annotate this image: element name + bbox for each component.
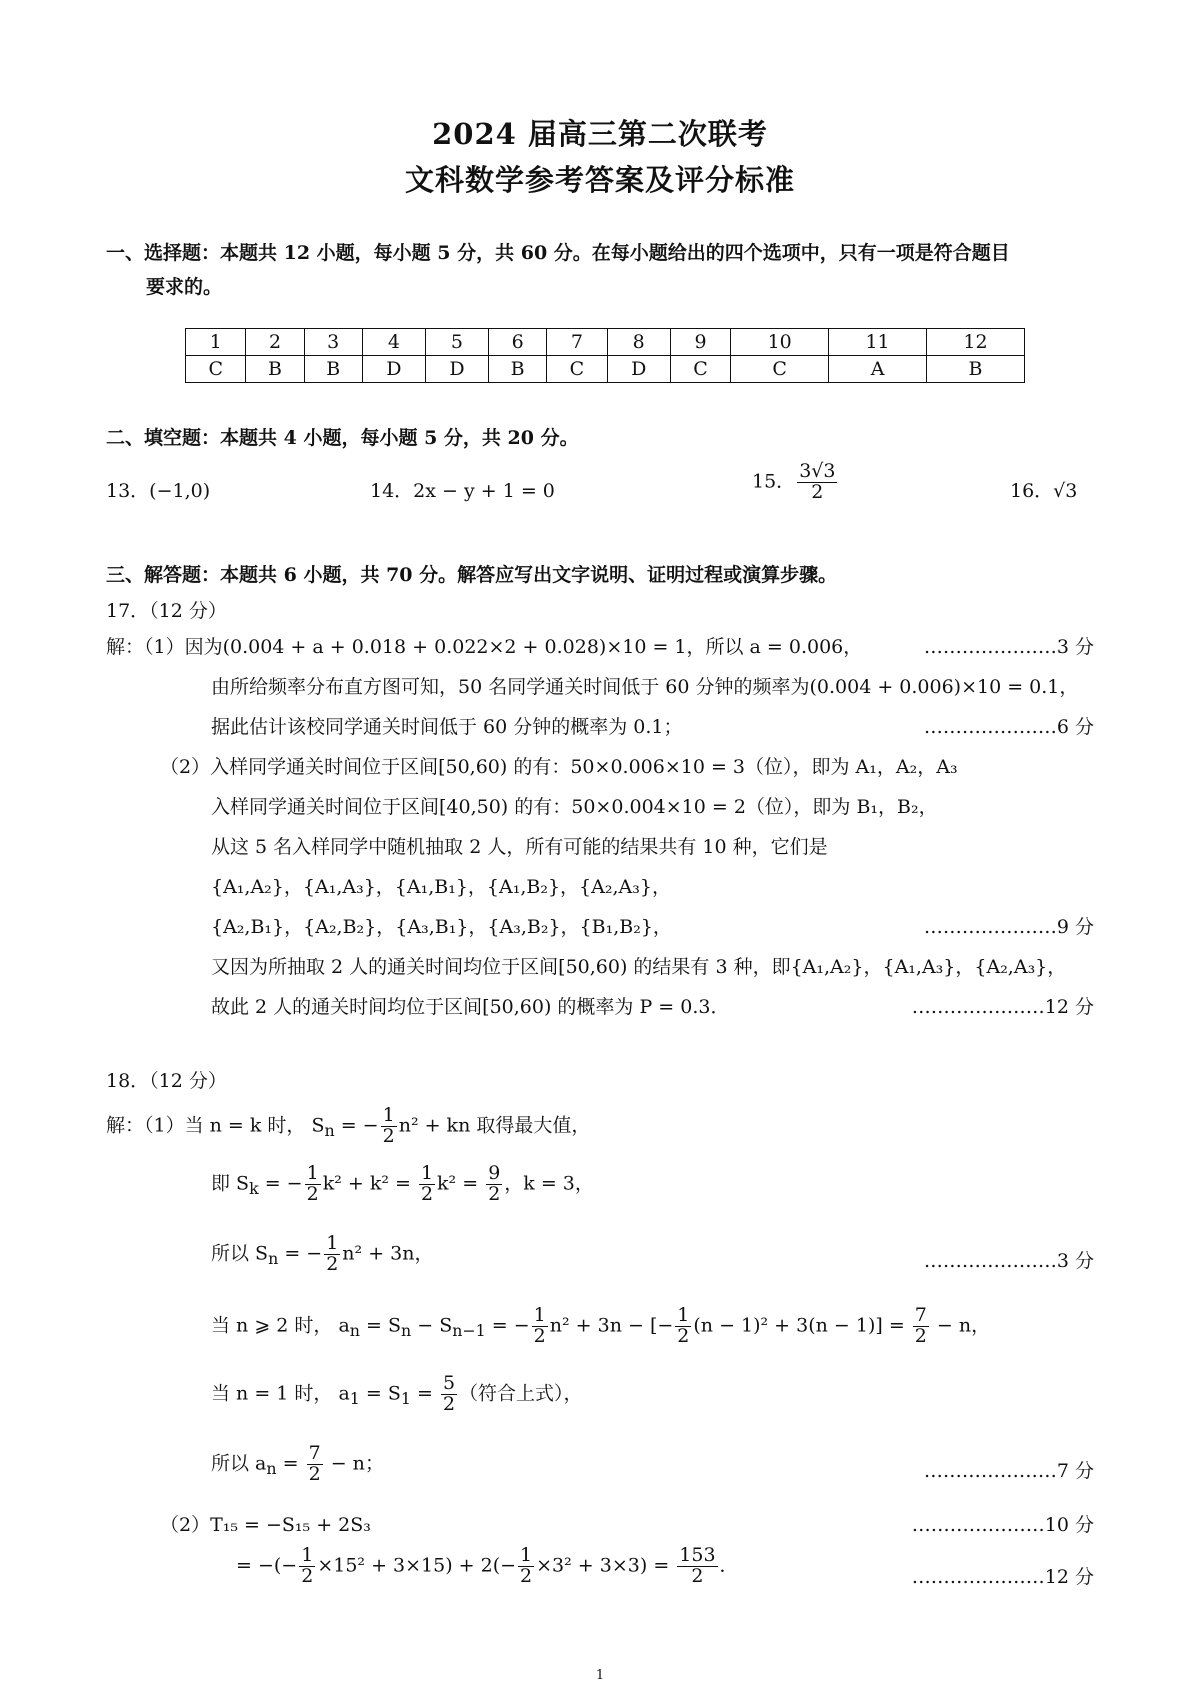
answer-row (186, 356, 1025, 383)
q18-line: 所以 $a_n$ = $\frac{7}{2}$ − n； (211, 1442, 384, 1485)
score-mark: …………………10 分 (911, 1514, 1094, 1536)
answer-cell: C (186, 356, 246, 383)
answer-15-fraction (797, 462, 837, 503)
title-line-2: 文科数学参考答案及评分标准 (404, 163, 795, 197)
q18-line: 即 $S_k$ = − $\frac{1}{2}$ k² + k² = $\frac{1}{2}$ k² = $\frac{9}{2}$ ，k = 3， (211, 1162, 594, 1205)
fraction-denominator: 2 (811, 480, 824, 503)
q17-line: 故此 2 人的通关时间均位于区间[50,60) 的概率为 P = 0.3． (211, 996, 730, 1018)
q18-label: 18．（12 分） (106, 1070, 227, 1092)
answer-cell: B (246, 356, 304, 383)
score-mark: …………………3 分 (923, 636, 1094, 658)
answer-15 (752, 462, 839, 503)
answer-14: 14．2x − y + 1 = 0 (370, 480, 555, 502)
question-number: 1 (186, 329, 246, 356)
section1-heading-line2: 要求的。 (146, 276, 223, 298)
q17-line: 由所给频率分布直方图可知，50 名同学通关时间低于 60 分钟的频率为(0.004 + 0.006)×10 = 0.1， (211, 676, 1079, 698)
score-mark: …………………12 分 (911, 996, 1094, 1018)
question-number: 6 (489, 329, 547, 356)
title-line-1: 2024 届高三第二次联考 (432, 117, 768, 151)
question-number: 7 (547, 329, 607, 356)
q17-line: 从这 5 名入样同学中随机抽取 2 人，所有可能的结果共有 10 种，它们是 (211, 836, 828, 858)
choice-answer-table (185, 328, 1025, 383)
q18-line: 解：（1）当 n = k 时， $S_n$ = − $\frac{1}{2}$ n² + kn 取得最大值， (106, 1104, 591, 1147)
section3-heading: 三、解答题：本题共 6 小题，共 70 分。解答应写出文字说明、证明过程或演算步骤。 (106, 564, 838, 586)
question-number: 9 (670, 329, 730, 356)
q18-line: 所以 $S_n$ = − $\frac{1}{2}$ n² + 3n， (211, 1232, 434, 1275)
q18-line: 当 n = 1 时， $a_1 = S_1$ = $\frac{5}{2}$ （符合上式）， (211, 1372, 583, 1415)
score-mark: …………………9 分 (923, 916, 1094, 938)
question-number: 2 (246, 329, 304, 356)
question-number: 11 (829, 329, 927, 356)
q17-line: 解：（1）因为(0.004 + a + 0.018 + 0.022×2 + 0.028)×10 = 1，所以 a = 0.006， (106, 636, 863, 658)
question-number: 5 (425, 329, 488, 356)
q18-line: 当 n ⩾ 2 时， $a_n = S_n - S_{n-1}$ = − $\frac{1}{2}$ n² + 3n − [− $\frac{1}{2}$ (n − 1)² + 3(n − 1)] = $\frac{7}{2}$ − n， (211, 1304, 991, 1347)
q17-label: 17．（12 分） (106, 600, 227, 622)
q17-line: {A₂,B₁}，{A₂,B₂}，{A₃,B₁}，{A₃,B₂}，{B₁,B₂}， (211, 916, 672, 938)
answer-cell: C (670, 356, 730, 383)
q18-line: = −(− $\frac{1}{2}$ ×15² + 3×15) + 2(− $\frac{1}{2}$ ×3² + 3×3) = $\frac{153}{2}$ ． (236, 1544, 739, 1587)
answer-cell: D (607, 356, 670, 383)
q17-line: （2）入样同学通关时间位于区间[50,60) 的有：50×0.006×10 = 3（位），即为 A₁，A₂，A₃ (160, 756, 958, 778)
score-mark: …………………12 分 (911, 1566, 1094, 1588)
q17-line: {A₁,A₂}，{A₁,A₃}，{A₁,B₁}，{A₁,B₂}，{A₂,A₃}， (211, 876, 671, 898)
answer-cell: C (731, 356, 829, 383)
answer-cell: B (304, 356, 362, 383)
answer-cell: C (547, 356, 607, 383)
answer-cell: B (927, 356, 1025, 383)
section1-heading-line1: 一、选择题：本题共 12 小题，每小题 5 分，共 60 分。在每小题给出的四个选项中，只有一项是符合题目 (106, 242, 1010, 264)
answer-cell: B (489, 356, 547, 383)
question-number-row (186, 329, 1025, 356)
answer-16: 16．√3 (1010, 480, 1078, 502)
question-number: 4 (362, 329, 425, 356)
score-mark: …………………3 分 (923, 1250, 1094, 1272)
score-mark: …………………7 分 (923, 1460, 1094, 1482)
answer-cell: D (425, 356, 488, 383)
question-number: 3 (304, 329, 362, 356)
page-number: 1 (595, 1668, 605, 1683)
answer-13: 13．(−1,0) (106, 480, 211, 502)
q17-line: 据此估计该校同学通关时间低于 60 分钟的概率为 0.1； (211, 716, 683, 738)
fraction-numerator: 3√3 (799, 460, 836, 482)
question-number: 12 (927, 329, 1025, 356)
q17-line: 入样同学通关时间位于区间[40,50) 的有：50×0.004×10 = 2（位），即为 B₁，B₂， (211, 796, 938, 818)
q17-line: 又因为所抽取 2 人的通关时间均位于区间[50,60) 的结果有 3 种，即{A₁,A₂}，{A₁,A₃}，{A₂,A₃}， (211, 956, 1067, 978)
answer-cell: A (829, 356, 927, 383)
question-number: 8 (607, 329, 670, 356)
score-mark: …………………6 分 (923, 716, 1094, 738)
section2-heading: 二、填空题：本题共 4 小题，每小题 5 分，共 20 分。 (106, 427, 579, 449)
question-number: 10 (731, 329, 829, 356)
answer-15-label: 15． (752, 470, 796, 493)
q18-line: （2）T₁₅ = −S₁₅ + 2S₃ (160, 1514, 371, 1536)
answer-cell: D (362, 356, 425, 383)
